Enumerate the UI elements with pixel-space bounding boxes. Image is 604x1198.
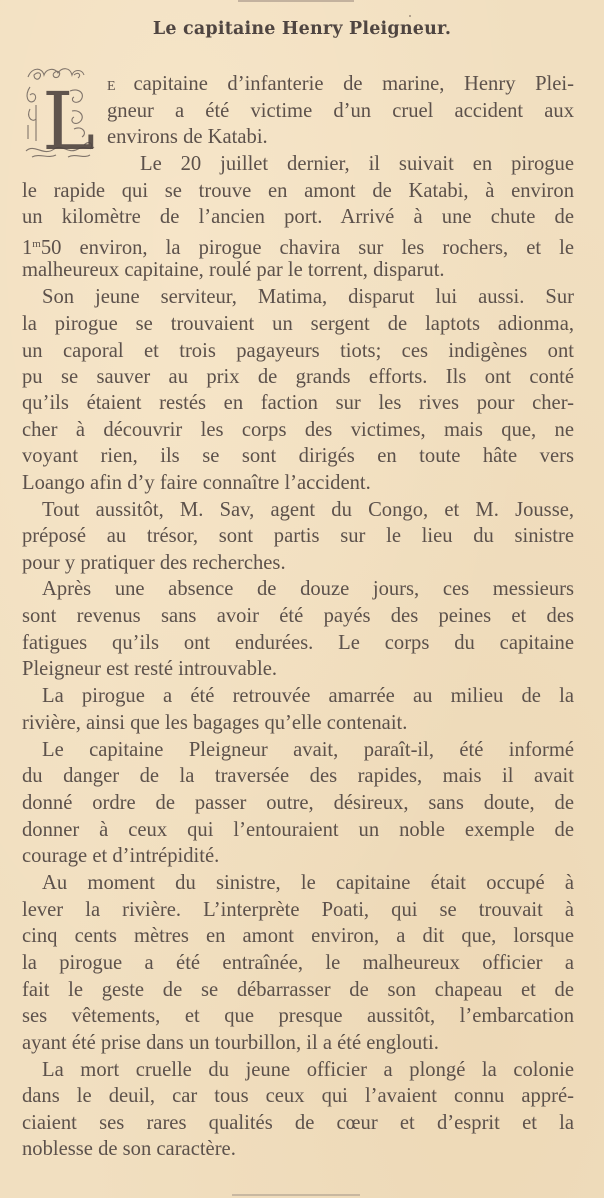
text-line [22, 950, 574, 976]
line-text: Le capitaine Pleigneur avait, paraît-il, été informé [42, 739, 574, 761]
text-line [22, 603, 574, 629]
text-line [22, 338, 574, 364]
line-text: noblesse de son caractère. [22, 1138, 236, 1160]
text-line [22, 790, 574, 816]
text-line [22, 311, 574, 337]
line-text: environs de Katabi. [107, 126, 268, 148]
line-text: sont revenus sans avoir été payés des peines et des [22, 605, 574, 627]
line-text: du danger de la traversée des rapides, mais il avait [22, 765, 574, 787]
line-text: pu se sauver au prix de grands efforts. Ils ont conté [22, 366, 574, 388]
text-line [22, 257, 574, 283]
text-line [22, 470, 574, 496]
line-text: 50 environ, la pirogue chavira sur les rochers, et le [40, 237, 574, 259]
line-text: Tout aussitôt, M. Sav, agent du Congo, et M. Jousse, [42, 499, 574, 521]
line-text: Son jeune serviteur, Matima, disparut lui aussi. Sur [42, 286, 574, 308]
text-line [22, 1003, 574, 1029]
unit-superscript: m [32, 238, 41, 250]
text-line [22, 1030, 574, 1056]
line-text: capitaine d’infanterie de marine, Henry Plei- [133, 73, 575, 95]
text-line [22, 1136, 574, 1162]
text-line [22, 897, 574, 923]
text-line [22, 1083, 574, 1109]
text-line [107, 71, 574, 97]
line-text: Loango afin d’y faire connaître l’accident. [22, 472, 371, 494]
article-title: Le capitaine Henry Pleigneur. [152, 19, 452, 39]
text-line [22, 1110, 574, 1136]
line-text: Au moment du sinistre, le capitaine était occupé à [42, 872, 574, 894]
line-text: donner à ceux qui l’entouraient un noble exemple de [22, 819, 574, 841]
line-text: fatigues qu’ils ont endurées. Le corps du capitaine [22, 632, 574, 654]
line-text: donné ordre de passer outre, désireux, sans doute, de [22, 792, 574, 814]
text-line [22, 417, 574, 443]
text-line [42, 737, 574, 763]
line-text: dans le deuil, car tous ceux qui l’avaient connu appré- [22, 1085, 574, 1107]
dropcap-letter: L [42, 75, 96, 161]
line-text: Après une absence de douze jours, ces messieurs [42, 578, 574, 600]
line-text: ayant été prise dans un tourbillon, il a été englouti. [22, 1032, 439, 1054]
text-line [22, 763, 574, 789]
text-line [22, 231, 574, 257]
text-line [22, 178, 574, 204]
text-line [22, 390, 574, 416]
line-text: pour y pratiquer des recherches. [22, 552, 286, 574]
text-line [42, 576, 574, 602]
text-line [140, 151, 574, 177]
line-prefix: 1 [22, 237, 33, 259]
line-text: Pleigneur est resté introuvable. [22, 658, 278, 680]
text-line [42, 870, 574, 896]
line-text: un caporal et trois pagayeurs tiots; ces indigènes ont [22, 340, 574, 362]
line-text: malheureux capitaine, roulé par le torrent, disparut. [22, 259, 445, 281]
line-text: qu’ils étaient restés en faction sur les rives pour cher- [22, 392, 574, 414]
line-text: préposé au trésor, sont partis sur le lieu du sinistre [22, 525, 574, 547]
line-text: lever la rivière. L’interprète Poati, qui se trouvait à [22, 899, 574, 921]
line-text: ses vêtements, et que presque aussitôt, l’embarcation [22, 1005, 574, 1027]
line-text: un kilomètre de l’ancien port. Arrivé à une chute de [22, 206, 574, 228]
text-line [22, 523, 574, 549]
text-line [22, 817, 574, 843]
text-line [22, 364, 574, 390]
line-prefix: E [107, 79, 134, 94]
text-line [42, 284, 574, 310]
line-text: la pirogue se trouvaient un sergent de laptots adionma, [22, 313, 574, 335]
text-line [107, 98, 574, 124]
text-line [22, 443, 574, 469]
ink-speck [409, 15, 411, 17]
text-line [22, 630, 574, 656]
text-line [22, 204, 574, 230]
bottom-rule [232, 1194, 360, 1196]
text-line [22, 710, 574, 736]
text-line [22, 656, 574, 682]
text-line [42, 1057, 574, 1083]
line-text: La mort cruelle du jeune officier a plongé la colonie [42, 1059, 574, 1081]
line-text: Le 20 juillet dernier, il suivait en pirogue [140, 153, 574, 175]
text-line [107, 124, 574, 150]
line-text: le rapide qui se trouve en amont de Katabi, à environ [22, 180, 574, 202]
line-text: cher à découvrir les corps des victimes, mais que, ne [22, 419, 574, 441]
line-text: gneur a été victime d’un cruel accident aux [107, 100, 574, 122]
text-line [22, 843, 574, 869]
line-text: ciaient ses rares qualités de cœur et d’esprit et la [22, 1112, 574, 1134]
line-text: cinq cents mètres en amont environ, a dit que, lorsque [22, 925, 574, 947]
text-line [22, 923, 574, 949]
line-text: fait le geste de se débarrasser de son chapeau et de [22, 979, 574, 1001]
text-line [22, 550, 574, 576]
line-text: La pirogue a été retrouvée amarrée au milieu de la [42, 685, 574, 707]
top-rule [238, 0, 354, 2]
line-text: rivière, ainsi que les bagages qu’elle contenait. [22, 712, 408, 734]
line-text: la pirogue a été entraînée, le malheureux officier a [22, 952, 574, 974]
text-line [22, 977, 574, 1003]
line-text: voyant rien, ils se sont dirigés en toute hâte vers [22, 445, 574, 467]
line-text: courage et d’intrépidité. [22, 845, 220, 867]
ornamental-dropcap-l [24, 65, 96, 161]
text-line [42, 683, 574, 709]
text-line [42, 497, 574, 523]
